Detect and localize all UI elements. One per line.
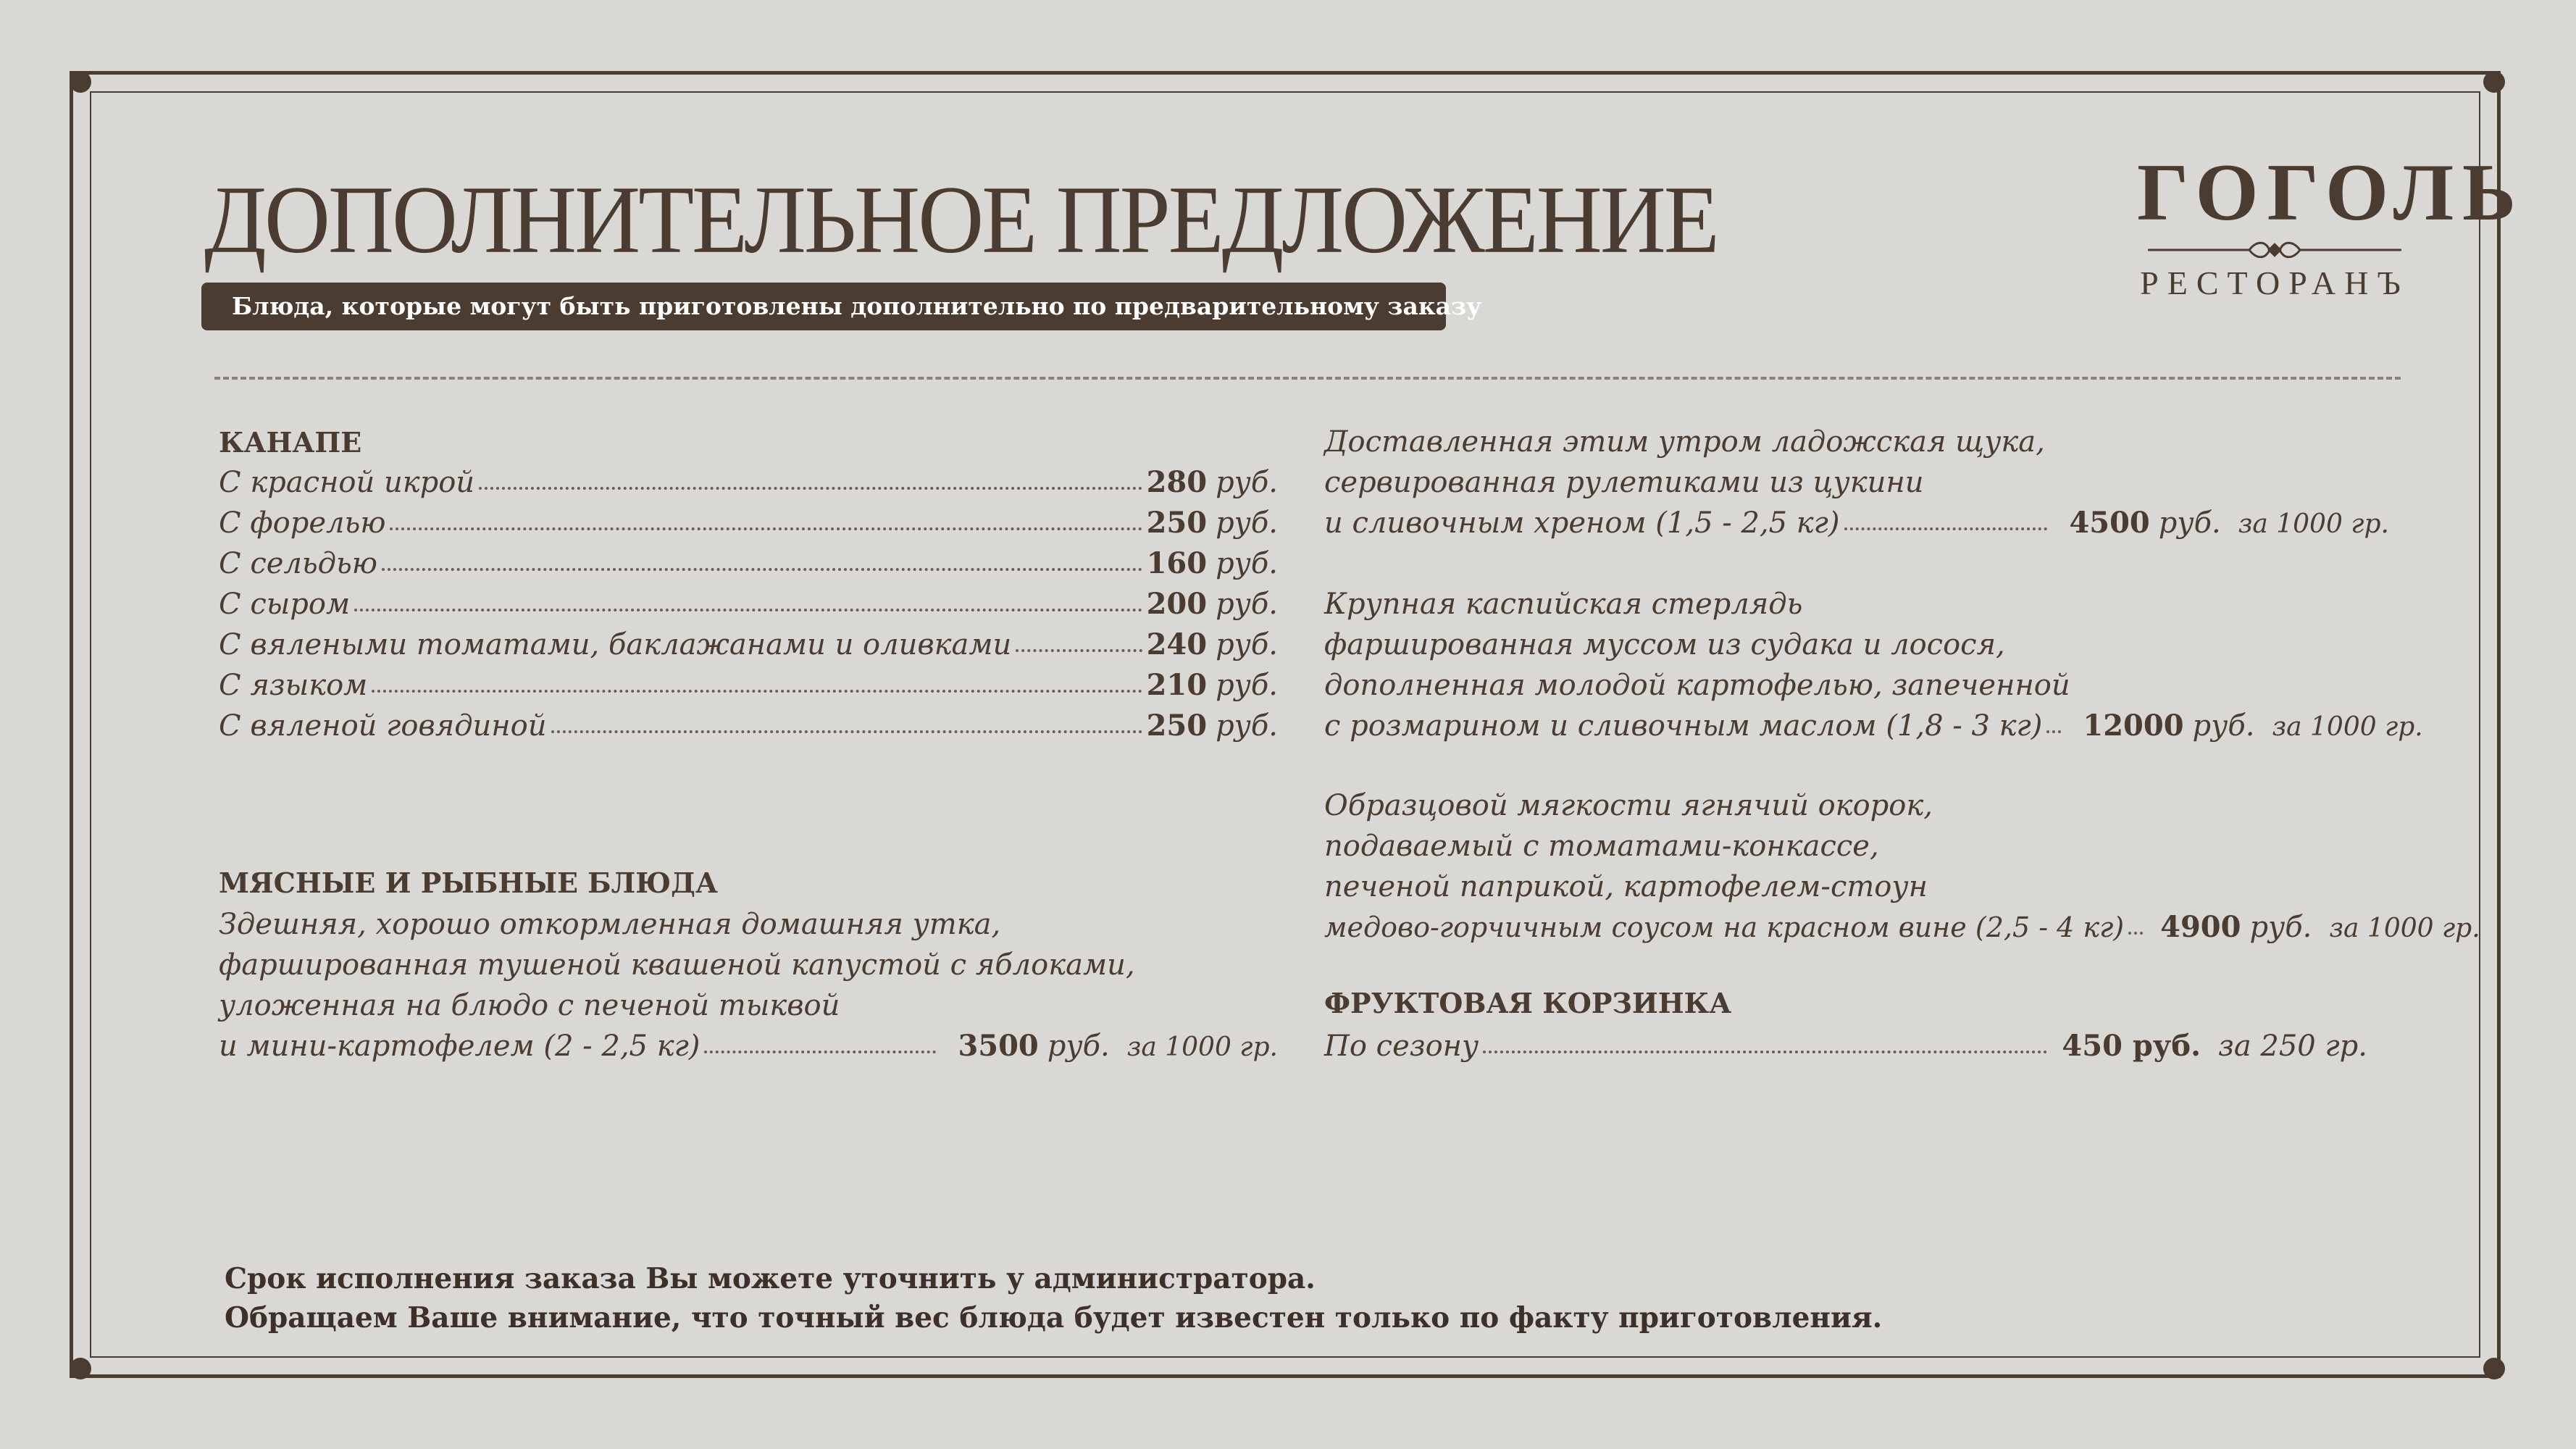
dish-description: печеной паприкой, картофелем-стоун (1324, 870, 1928, 903)
dot-leader (1016, 649, 1142, 652)
item-name: и мини-картофелем (2 - 2,5 кг) (219, 1030, 701, 1063)
item-price: 200 (1146, 587, 1208, 621)
section-heading-meat-fish: МЯСНЫЕ И РЫБНЫЕ БЛЮДА (219, 867, 718, 899)
subtitle-banner: Блюда, которые могут быть приготовлены дополнительно по предварительному заказу (201, 283, 1446, 330)
item-currency: руб. (1047, 1030, 1110, 1063)
dot-leader (2046, 730, 2061, 733)
footer-note: Обращаем Ваше внимание, что точный вес блюда будет известен только по факту приготовления. (225, 1301, 1883, 1335)
item-currency: руб. (2158, 506, 2221, 540)
dot-leader (372, 690, 1142, 693)
menu-item (219, 706, 1278, 746)
dot-leader (354, 609, 1142, 611)
item-name: С сыром (219, 588, 351, 621)
item-name: С вялеными томатами, баклажанами и оливками (219, 628, 1012, 661)
corner-ornament (70, 71, 91, 93)
dish-description: Крупная каспийская стерлядь (1324, 588, 1803, 621)
dish-description: фаршированная муссом из судака и лосося, (1324, 628, 2005, 661)
dish-description: уложенная на блюдо с печеной тыквой (219, 989, 840, 1022)
item-currency: руб. (1216, 466, 1278, 499)
item-currency: руб. (1216, 669, 1278, 702)
item-weight: за 1000 гр. (2329, 914, 2480, 943)
menu-item (219, 625, 1278, 665)
item-currency: руб. (2192, 709, 2255, 743)
dot-leader (479, 487, 1142, 490)
corner-ornament (2483, 71, 2505, 93)
item-price: 250 (1146, 709, 1208, 743)
dot-leader (390, 527, 1142, 530)
item-currency: руб. (1216, 628, 1278, 661)
dish-description: подаваемый с томатами-конкассе, (1324, 830, 1879, 863)
dish-description: Доставленная этим утром ладожская щука, (1324, 425, 2045, 459)
menu-item (1324, 706, 2423, 746)
menu-item (219, 1026, 1278, 1066)
corner-ornament (2483, 1358, 2505, 1379)
item-name: По сезону (1324, 1030, 1479, 1063)
logo-subtitle: РЕСТОРАНЪ (2140, 264, 2409, 301)
item-currency: руб. (1216, 709, 1278, 743)
menu-item (1324, 907, 2480, 948)
dish-description: сервированная рулетиками из цукини (1324, 466, 1924, 499)
corner-ornament (70, 1358, 91, 1379)
item-name: и сливочным хреном (1,5 - 2,5 кг) (1324, 506, 1840, 540)
item-price: 12000 (2083, 709, 2184, 743)
item-currency: руб. (2249, 911, 2312, 944)
item-price: 210 (1146, 668, 1208, 702)
section-heading-canape: КАНАПЕ (219, 426, 362, 459)
item-price: 450 руб. (2062, 1029, 2201, 1063)
dish-description: Образцовой мягкости ягнячий окорок, (1324, 789, 1933, 822)
dashed-divider (214, 377, 2401, 380)
dot-leader (382, 568, 1142, 571)
item-price: 160 (1146, 546, 1208, 580)
item-price: 250 (1146, 506, 1208, 540)
item-price: 280 (1146, 465, 1208, 499)
item-name: С форелью (219, 506, 386, 540)
section-heading-fruit-basket: ФРУКТОВАЯ КОРЗИНКА (1324, 987, 1732, 1019)
item-price: 240 (1146, 627, 1208, 661)
menu-item (219, 665, 1278, 706)
item-weight: за 250 гр. (2218, 1030, 2367, 1063)
item-price: 4900 (2160, 910, 2241, 944)
menu-item (219, 584, 1278, 625)
logo-wordmark: ГОГОЛЬ (2137, 148, 2525, 238)
page-title: ДОПОЛНИТЕЛЬНОЕ ПРЕДЛОЖЕНИЕ (204, 167, 1718, 274)
dot-leader (1483, 1051, 2047, 1053)
menu-item (219, 462, 1278, 503)
item-currency: руб. (1216, 506, 1278, 540)
dish-description: Здешняя, хорошо откормленная домашняя утка, (219, 908, 1001, 941)
item-weight: за 1000 гр. (2272, 712, 2423, 742)
item-name: С красной икрой (219, 466, 475, 499)
footer-note: Срок исполнения заказа Вы можете уточнить у администратора. (225, 1262, 1316, 1295)
menu-item (219, 503, 1278, 543)
menu-item (219, 543, 1278, 584)
item-weight: за 1000 гр. (1126, 1032, 1278, 1062)
item-weight: за 1000 гр. (2238, 509, 2389, 539)
item-name: С языком (219, 669, 368, 702)
dot-leader (2128, 932, 2143, 935)
item-name: С вяленой говядиной (219, 709, 547, 743)
menu-item (1324, 1026, 2367, 1066)
dish-description: дополненная молодой картофелью, запеченной (1324, 669, 2070, 702)
item-currency: руб. (1216, 588, 1278, 621)
ornament-icon (2141, 238, 2409, 262)
item-price: 4500 (2069, 506, 2150, 540)
item-name: медово-горчичным соусом на красном вине (2,5 - 4 кг) (1324, 911, 2125, 943)
dot-leader (704, 1051, 936, 1053)
dot-leader (1844, 527, 2048, 530)
item-currency: руб. (1216, 547, 1278, 580)
item-name: с розмарином и сливочным маслом (1,8 - 3 кг) (1324, 709, 2043, 743)
dot-leader (551, 730, 1142, 733)
item-name: С сельдью (219, 547, 377, 580)
restaurant-logo (2137, 148, 2525, 302)
item-price: 3500 (958, 1029, 1039, 1063)
menu-item (1324, 503, 2389, 543)
dish-description: фаршированная тушеной квашеной капустой с яблоками, (219, 948, 1135, 982)
